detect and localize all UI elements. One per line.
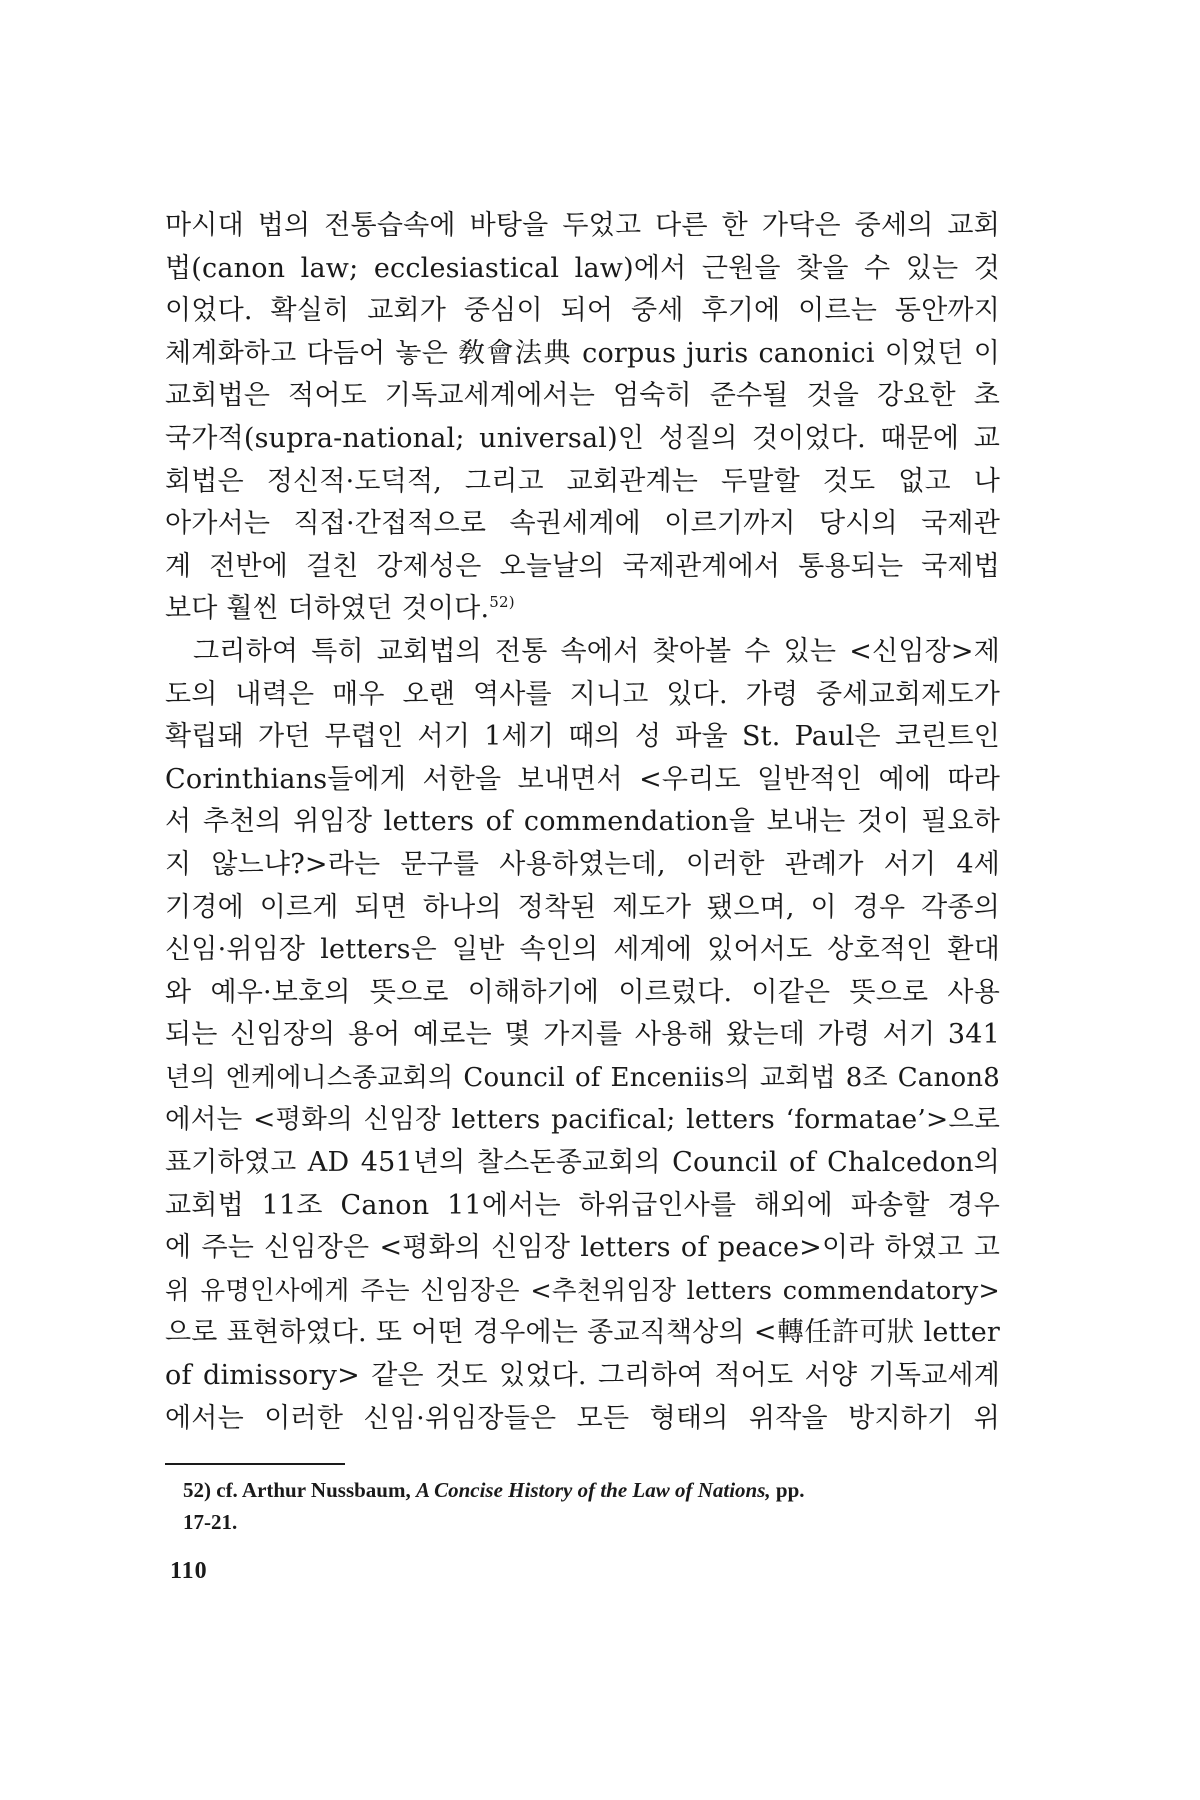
text-line-content: 보다 훨씬 더하였던 것이다.: [165, 593, 490, 625]
footnote-reference[interactable]: 52): [489, 593, 515, 612]
text-line: 이었다. 확실히 교회가 중심이 되어 중세 후기에 이르는 동안까지: [165, 295, 1000, 327]
text-line: 그리하여 특히 교회법의 전통 속에서 찾아볼 수 있는 <신임장>제: [193, 635, 1000, 667]
text-line: 교회법은 적어도 기독교세계에서는 엄숙히 준수될 것을 강요한 초: [165, 380, 1000, 412]
text-line: 에서는 이러한 신임·위임장들은 모든 형태의 위작을 방지하기 위: [165, 1402, 1000, 1434]
body-text: [165, 205, 1000, 1440]
text-line: of dimissory> 같은 것도 있었다. 그리하여 적어도 서양 기독교세계: [165, 1360, 1000, 1392]
page-number: 110: [170, 1558, 208, 1584]
text-line: 체계화하고 다듬어 놓은 敎會法典 corpus juris canonici 이었던 이: [165, 337, 1000, 369]
text-line: 년의 엔케에니스종교회의 Council of Enceniis의 교회법 8조 Canon8: [165, 1062, 1000, 1093]
text-line: 교회법 11조 Canon 11에서는 하위급인사를 해외에 파송할 경우: [165, 1189, 1000, 1221]
text-line: 계 전반에 걸친 강제성은 오늘날의 국제관계에서 통용되는 국제법: [165, 550, 1000, 582]
text-line: 아가서는 직접·간접적으로 속권세계에 이르기까지 당시의 국제관: [165, 508, 1000, 540]
footnote-line: 17-21.: [183, 1510, 238, 1534]
text-line: 되는 신임장의 용어 예로는 몇 가지를 사용해 왔는데 가령 서기 341: [165, 1019, 1000, 1051]
text-line: Corinthians들에게 서한을 보내면서 <우리도 일반적인 예에 따라: [165, 763, 1000, 795]
footnote-citation: 52) cf. Arthur Nussbaum,: [183, 1478, 411, 1502]
text-line: 법(canon law; ecclesiastical law)에서 근원을 찾을 수 있는 것: [165, 252, 1000, 284]
text-line: 마시대 법의 전통습속에 바탕을 두었고 다른 한 가닥은 중세의 교회: [165, 210, 1000, 241]
text-line: 표기하였고 AD 451년의 찰스돈종교회의 Council of Chalcedon의: [165, 1147, 1000, 1179]
text-line: 에서는 <평화의 신임장 letters pacifical; letters ‘formatae’>으로: [165, 1104, 1000, 1136]
text-line: 기경에 이르게 되면 하나의 정착된 제도가 됐으며, 이 경우 각종의: [165, 891, 1000, 923]
text-line: [165, 588, 1000, 631]
text-line: 위 유명인사에게 주는 신임장은 <추천위임장 letters commendatory>: [165, 1275, 1000, 1306]
text-line: 에 주는 신임장은 <평화의 신임장 letters of peace>이라 하였고 고: [165, 1232, 1000, 1264]
text-line: 확립돼 가던 무렵인 서기 1세기 때의 성 파울 St. Paul은 코린트인: [165, 721, 1000, 753]
footnote-divider: [165, 1463, 345, 1465]
footnote: [183, 1474, 1003, 1538]
footnote-book-title: A Concise History of the Law of Nations,: [415, 1478, 771, 1502]
text-line: 신임·위임장 letters은 일반 속인의 세계에 있어서도 상호적인 환대: [165, 934, 1000, 966]
text-line: 서 추천의 위임장 letters of commendation을 보내는 것이 필요하: [165, 806, 1000, 838]
text-line: 지 않느냐?>라는 문구를 사용하였는데, 이러한 관례가 서기 4세: [165, 848, 1000, 880]
text-line: 회법은 정신적·도덕적, 그리고 교회관계는 두말할 것도 없고 나: [165, 465, 1000, 497]
text-line: 와 예우·보호의 뜻으로 이해하기에 이르렀다. 이같은 뜻으로 사용: [165, 976, 1000, 1008]
text-line: 도의 내력은 매우 오랜 역사를 지니고 있다. 가령 중세교회제도가: [165, 678, 1000, 710]
footnote-pages-label: pp.: [775, 1478, 805, 1502]
text-line: 으로 표현하였다. 또 어떤 경우에는 종교직책상의 <轉任許可狀 letter: [165, 1317, 1000, 1349]
footnote-line: [183, 1474, 1003, 1506]
text-line: 국가적(supra-national; universal)인 성질의 것이었다. 때문에 교: [165, 422, 1000, 454]
